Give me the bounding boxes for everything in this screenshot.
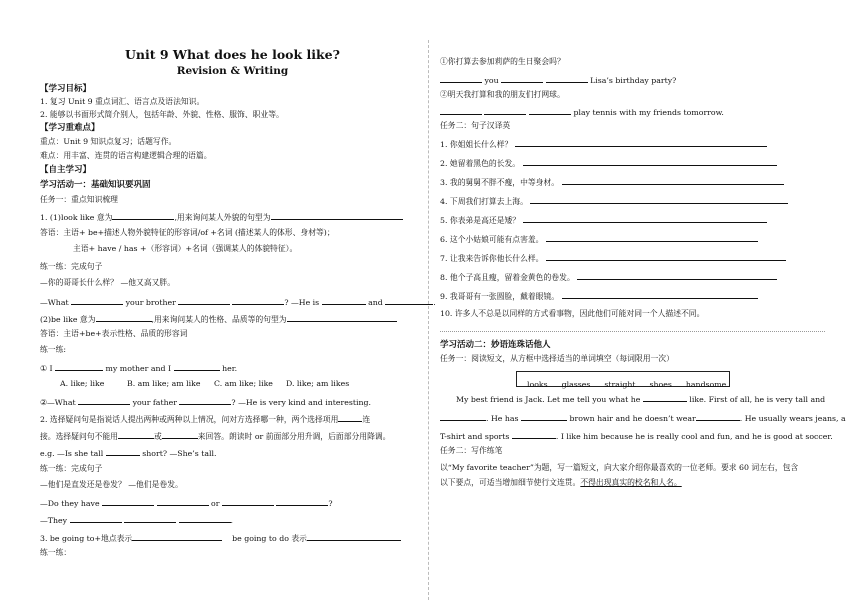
answer-blank[interactable]	[124, 514, 176, 523]
question-1a: 1. (1)look like 意为 ,用来询问某人外貌的句型为	[40, 211, 403, 223]
answer-blank[interactable]	[96, 313, 152, 322]
sentence-item: 9. 我哥哥有一张圆脸，戴着眼镜。	[440, 290, 758, 302]
answer-blank[interactable]	[70, 514, 122, 523]
mc-option[interactable]: D. like; am likes	[286, 379, 350, 388]
answer-blank[interactable]	[55, 362, 103, 371]
answer-blank[interactable]	[322, 296, 366, 305]
task-write-label: 任务二：写作练笔	[440, 446, 503, 455]
answer-blank[interactable]	[179, 396, 231, 405]
practice-en: —Do they have or ?	[40, 499, 333, 508]
question-2-line2: 接。选择疑问句不能用 或 来回答。朗读时 or 前面部分用升调，后面部分用降调。	[40, 432, 391, 441]
question-2-line1: 2. 选择疑问句是指说话人提出两种或两种以上情况，问对方选择哪一种，两个选择项用 连	[40, 415, 371, 424]
example-line: e.g. —Is she tall short? —She’s tall.	[40, 449, 217, 458]
answer-blank[interactable]	[577, 271, 777, 280]
answer-blank[interactable]	[546, 233, 758, 242]
answer-blank[interactable]	[102, 497, 154, 506]
answer-blank[interactable]	[696, 412, 740, 421]
answer-note-1: 答语：主语+ be+描述人物外貌特征的形容词/of +名词 (描述某人的体形、身材等)；	[40, 228, 335, 237]
answer-note-3: 答语：主语+be+表示性格、品质的形容词	[40, 329, 188, 338]
answer-blank[interactable]	[530, 195, 788, 204]
word-box	[516, 371, 730, 387]
translate-en: play tennis with my friends tomorrow.	[440, 106, 724, 118]
key-point: 重点：Unit 9 知识点复习；话题写作。	[40, 137, 177, 146]
activity1-heading: 学习活动一：基础知识要巩固	[40, 180, 151, 190]
section-separator	[440, 331, 825, 332]
practice-label: 练一练:	[40, 345, 67, 354]
passage-line: T-shirt and sports . I like him because he is really cool and fun, and he is good at soccer.	[440, 432, 833, 441]
sentence-item: 7. 让我来告诉你他长什么样。	[440, 252, 786, 264]
answer-blank[interactable]	[71, 296, 123, 305]
task2-label: 任务二：句子汉译英	[440, 121, 511, 130]
answer-blank[interactable]	[512, 430, 556, 439]
answer-blank[interactable]	[174, 362, 220, 371]
answer-note-2: 主语+ have / has +（形容词）+名词（强调某人的体貌特征）。	[73, 244, 298, 253]
word-option: handsome	[685, 380, 727, 389]
column-divider	[428, 40, 429, 600]
goals-header: 【学习目标】	[40, 84, 92, 94]
task1-label: 任务一：重点知识梳理	[40, 195, 118, 204]
answer-blank[interactable]	[523, 214, 767, 223]
answer-blank[interactable]	[276, 497, 328, 506]
answer-blank[interactable]	[440, 106, 482, 115]
answer-blank[interactable]	[132, 532, 222, 541]
difficulty-header: 【学习重难点】	[40, 123, 100, 133]
goal-item: 1. 复习 Unit 9 重点词汇、语言点及语法知识。	[40, 97, 205, 106]
answer-blank[interactable]	[643, 393, 687, 402]
answer-blank[interactable]	[501, 74, 543, 83]
answer-blank[interactable]	[78, 396, 130, 405]
activity2-heading: 学习活动二：妙语连珠话他人	[440, 340, 551, 350]
answer-blank[interactable]	[287, 313, 397, 322]
answer-blank[interactable]	[307, 532, 401, 541]
mc-option[interactable]: B. am like; am like	[127, 379, 201, 388]
page-title: Unit 9 What does he look like?	[125, 47, 340, 62]
sentence-item: 10. 许多人不总是以同样的方式看事物，因此他们可能对同一个人描述不同。	[440, 309, 705, 318]
passage-line: My best friend is Jack. Let me tell you what he like. First of all, he is very tall and	[456, 395, 826, 404]
practice-en: —They .	[40, 516, 233, 525]
answer-blank[interactable]	[179, 514, 231, 523]
practice-label: 练一练：	[40, 548, 72, 557]
answer-blank[interactable]	[562, 290, 758, 299]
mc-options	[60, 379, 349, 389]
answer-blank[interactable]	[440, 74, 482, 83]
sentence-item: 8. 他个子高且瘦，留着金黄色的卷发。	[440, 271, 777, 283]
practice-label: 练一练：完成句子	[40, 464, 103, 473]
answer-blank[interactable]	[546, 252, 786, 261]
writing-prompt: 以“My favorite teacher”为题，写一篇短文，向大家介绍你最喜欢的一位老师。要求 60 词左右，包含	[440, 463, 799, 472]
translate-cn: ②明天我打算和我的朋友们打网球。	[440, 90, 565, 99]
question-1b: (2)be like 意为 ,用来询问某人的性格、品质等的句型为	[40, 313, 397, 325]
sentence-item: 5. 你表弟是高还是矮？	[440, 214, 767, 226]
answer-blank[interactable]	[112, 211, 174, 220]
writing-warning: 不得出现真实的校名和人名。	[580, 478, 682, 487]
hard-point: 难点：用丰富、连贯的语言构建逻辑合理的语篇。	[40, 151, 212, 160]
answer-blank[interactable]	[440, 412, 486, 421]
answer-blank[interactable]	[515, 138, 767, 147]
fill-question: ②—What your father ? —He is very kind and interesting.	[40, 398, 371, 407]
translate-en: you Lisa’s birthday party?	[440, 74, 676, 86]
sentence-item: 1. 你姐姐长什么样？	[440, 138, 767, 150]
answer-blank[interactable]	[162, 430, 198, 439]
answer-blank[interactable]	[562, 176, 784, 185]
answer-blank[interactable]	[484, 106, 526, 115]
answer-blank[interactable]	[338, 413, 362, 422]
answer-blank[interactable]	[521, 412, 567, 421]
mc-option[interactable]: C. am like; like	[214, 379, 273, 388]
practice-cn: —你的哥哥长什么样？ —他又高又胖。	[40, 278, 176, 287]
passage-line: . He has brown hair and he doesn’t wear . He usually wears jeans, a	[440, 412, 846, 424]
practice-cn: —他们是直发还是卷发？ —他们是卷发。	[40, 480, 183, 489]
answer-blank[interactable]	[546, 74, 588, 83]
word-option: glasses	[561, 380, 591, 389]
answer-blank[interactable]	[222, 497, 274, 506]
answer-blank[interactable]	[271, 211, 403, 220]
practice-label: 练一练：完成句子	[40, 262, 103, 271]
sentence-item: 6. 这个小姑娘可能有点害羞。	[440, 233, 758, 245]
page-subtitle: Revision & Writing	[176, 65, 289, 77]
self-study-header: 【自主学习】	[40, 165, 92, 175]
answer-blank[interactable]	[106, 447, 140, 456]
answer-blank[interactable]	[178, 296, 230, 305]
writing-prompt: 以下要点，可适当增加细节使行文连贯。不得出现真实的校名和人名。	[440, 478, 682, 487]
answer-blank[interactable]	[157, 497, 209, 506]
answer-blank[interactable]	[232, 296, 284, 305]
goal-item: 2. 能够以书面形式简介别人，包括年龄、外貌、性格、服饰、职业等。	[40, 110, 284, 119]
sentence-item: 3. 我的舅舅不胖不瘦，中等身材。	[440, 176, 784, 188]
word-option: looks	[527, 380, 548, 389]
practice-en: —What your brother ? —He is and .	[40, 298, 436, 307]
answer-blank[interactable]	[385, 296, 433, 305]
word-option: shoes	[649, 380, 672, 389]
mc-question: ① I my mother and I her.	[40, 364, 238, 373]
question-3: 3. be going to+地点表示 be going to do 表示	[40, 532, 401, 544]
sentence-item: 2. 她留着黑色的长发。	[440, 157, 777, 169]
answer-blank[interactable]	[523, 157, 777, 166]
sentence-item: 4. 下周我们打算去上海。	[440, 195, 788, 207]
answer-blank[interactable]	[529, 106, 571, 115]
answer-blank[interactable]	[118, 430, 154, 439]
mc-option[interactable]: A. like; like	[60, 379, 105, 388]
word-option: straight	[604, 380, 636, 389]
task-read-label: 任务一：阅读短文，从方框中选择适当的单词填空（每词限用一次）	[440, 354, 674, 363]
translate-cn: ①你打算去参加莉萨的生日聚会吗？	[440, 57, 565, 66]
